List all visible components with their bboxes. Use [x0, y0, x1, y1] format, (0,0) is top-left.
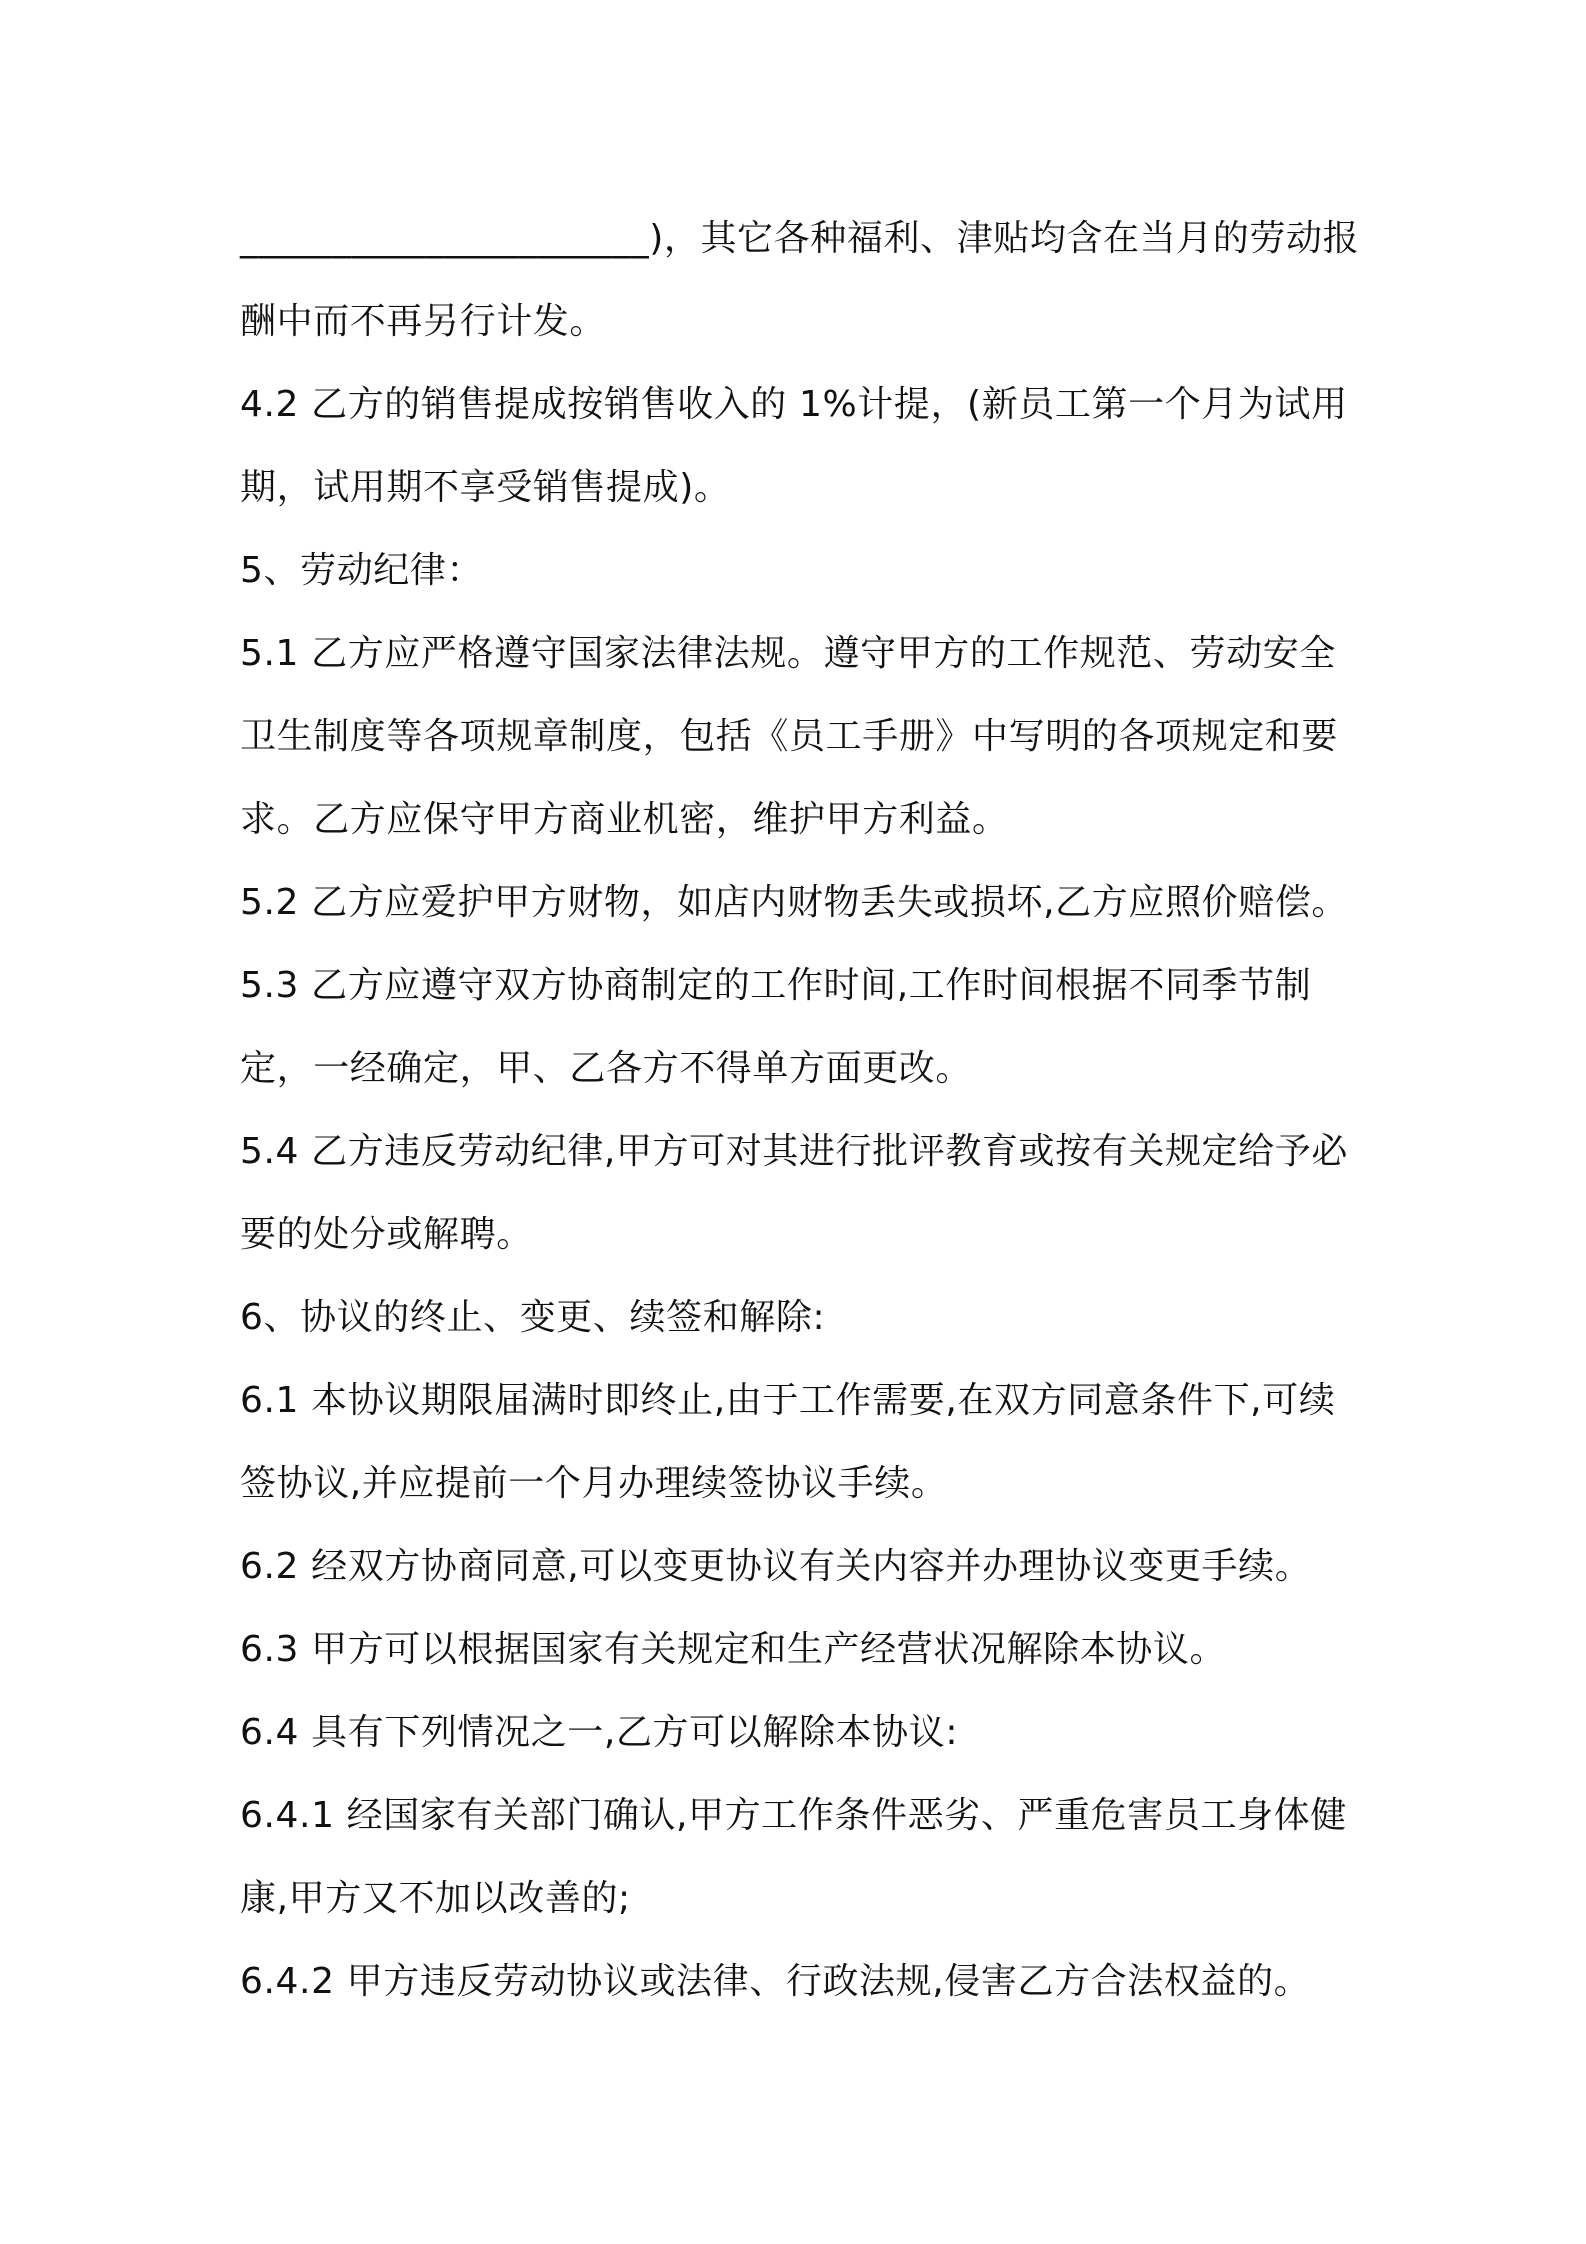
paragraph-5-3: 5.3 乙方应遵守双方协商制定的工作时间,工作时间根据不同季节制定，一经确定，甲、乙各方不得单方面更改。: [240, 965, 1312, 1089]
paragraph-welfare-note: ______________________)，其它各种福利、津贴均含在当月的劳动报酬中而不再另行计发。: [240, 218, 1360, 342]
paragraph-6-4-2: 6.4.2 甲方违反劳动协议或法律、行政法规,侵害乙方合法权益的。: [240, 1961, 1311, 2002]
paragraph-5-2: 5.2 乙方应爱护甲方财物，如店内财物丢失或损坏,乙方应照价赔偿。: [240, 882, 1348, 923]
paragraph-6-2: 6.2 经双方协商同意,可以变更协议有关内容并办理协议变更手续。: [240, 1546, 1312, 1587]
section-heading-5: 5、劳动纪律：: [240, 550, 484, 591]
section-heading-6: 6、协议的终止、变更、续签和解除:: [240, 1297, 826, 1338]
paragraph-6-1: 6.1 本协议期限届满时即终止,由于工作需要,在双方同意条件下,可续签协议,并应提前一个月办理续签协议手续。: [240, 1380, 1336, 1504]
paragraph-5-1: 5.1 乙方应严格遵守国家法律法规。遵守甲方的工作规范、劳动安全卫生制度等各项规章制度，包括《员工手册》中写明的各项规定和要求。乙方应保守甲方商业机密，维护甲方利益。: [240, 633, 1339, 840]
paragraph-6-3: 6.3 甲方可以根据国家有关规定和生产经营状况解除本协议。: [240, 1629, 1227, 1670]
paragraph-5-4: 5.4 乙方违反劳动纪律,甲方可对其进行批评教育或按有关规定给予必要的处分或解聘。: [240, 1131, 1348, 1255]
paragraph-4-2: 4.2 乙方的销售提成按销售收入的 1%计提，(新员工第一个月为试用期，试用期不享受销售提成)。: [240, 384, 1348, 508]
paragraph-6-4: 6.4 具有下列情况之一,乙方可以解除本协议:: [240, 1712, 959, 1753]
document-body: [240, 197, 1370, 2023]
paragraph-6-4-1: 6.4.1 经国家有关部门确认,甲方工作条件恶劣、严重危害员工身体健康,甲方又不加以改善的;: [240, 1795, 1347, 1919]
